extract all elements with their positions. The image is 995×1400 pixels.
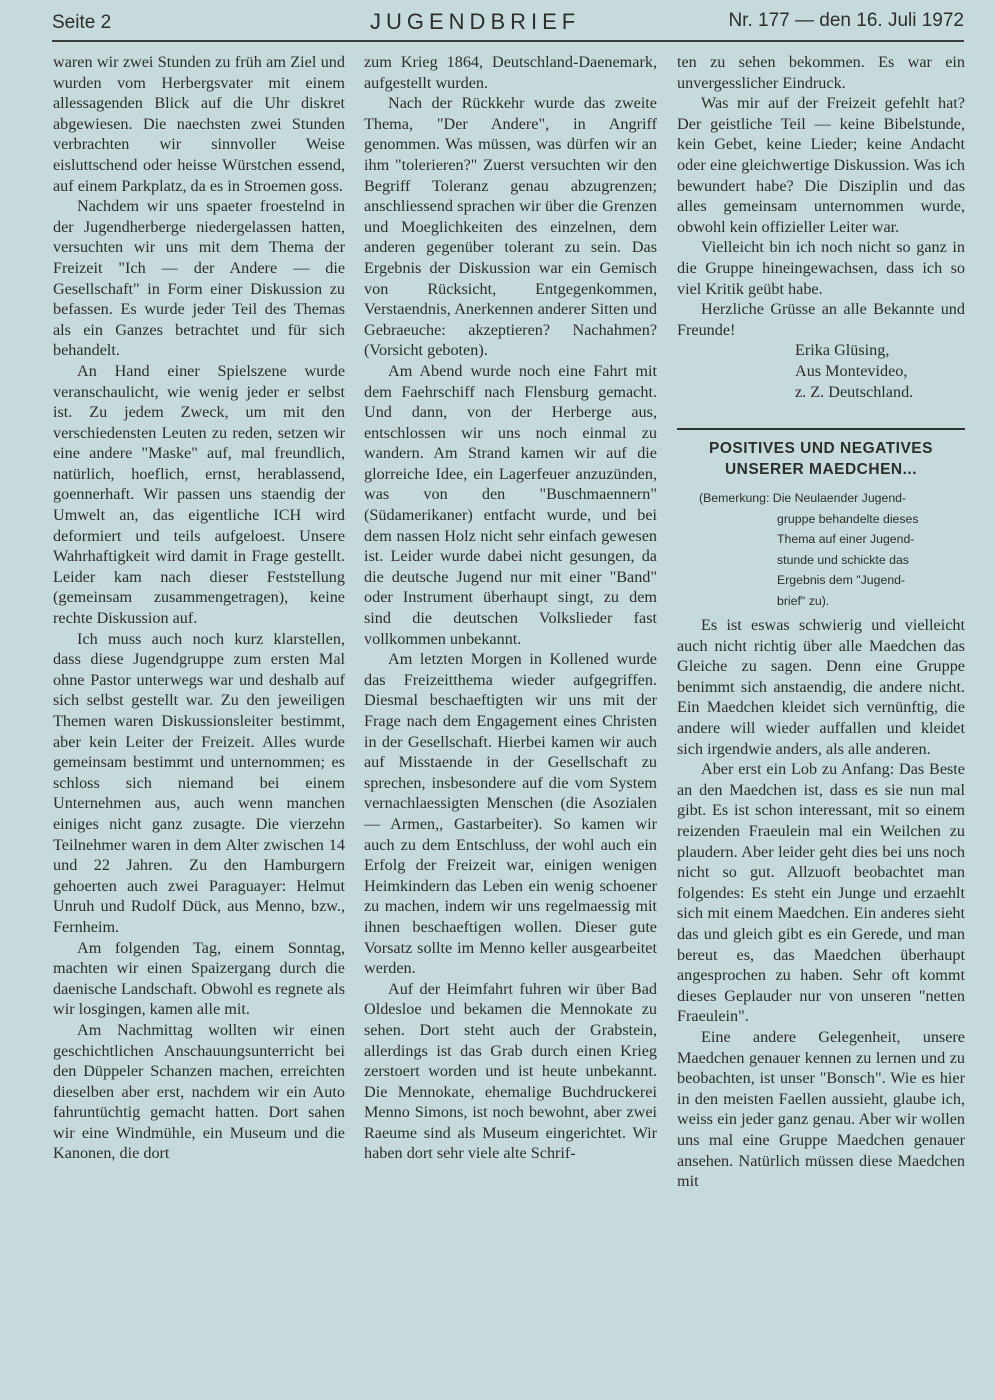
paragraph: Ich muss auch noch kurz klarstellen, dass diese Jugendgruppe zum ersten Mal ohne Pastor unterwegs war und deshalb auf sich selbst gestellt war. Zu den jeweiligen Themen waren Diskussionsleiter bestimmt, aber kein Leiter der Freizeit. Alles wurde gemeinsam bestimmt und unternommen; es schloss sich niemand bei einem Unternehmen aus, auch wenn manchen einiges nicht ganz zusagte. Die vierzehn Teilnehmer waren in dem Alter zwischen 14 und 22 Jahren. Zu den Hamburgern gehoerten auch zwei Paraguayer: Helmut Unruh und Rudolf Dück, aus Menno, bzw., Fernheim. bbox=[53, 629, 345, 936]
paragraph: Am letzten Morgen in Kollened wurde das Freizeitthema wieder aufgegriffen. Diesmal beschaeftigten wir uns mit der Frage nach dem Engagement eines Christen in der Gesellschaft. Hierbei kamen wir auch auf Misstaende in der Gesellschaft zu sprechen, insbesondere auf die vom System vernachlaessigten Menschen (die Asozialen — Armen,, Gastarbeiter). So kamen wir auch zu dem Entschluss, der wohl auch ein Erfolg der Freizeit war, einigen wenigen Heimkindern das Leben ein wenig schoener zu machen, indem wir uns regelmaessig mit ihnen beschaeftigen wollen. Dieser gute Vorsatz sollte im Menno keller ausgearbeitet werden. bbox=[364, 650, 657, 978]
paragraph: An Hand einer Spielszene wurde veranschaulicht, wie wenig jeder er selbst ist. Zu jedem Zweck, um mit den verschiedensten Leuten zu reden, setzen wir eine andere "Maske" auf, mal freundlich, natürlich, hoeflich, ernst, herablassend, goennerhaft. Wir passen uns staendig der Umwelt an, das eigentliche ICH wird deformiert und teils aufgeloest. Unsere Wahrhaftigkeit wird damit in Frage gestellt. Leider kam nach dieser Feststellung (gemeinsam zusammengetragen), keine rechte Diskussion auf. bbox=[53, 361, 345, 628]
paragraph: Herzliche Grüsse an alle Bekannte und Freunde! bbox=[677, 300, 965, 339]
page-header bbox=[52, 6, 964, 42]
paragraph: Nachdem wir uns spaeter froestelnd in der Jugendherberge niedergelassen hatten, versuchten wir uns mit dem Thema der Freizeit "Ich — der Andere — die Gesellschaft" in Form einer Diskussion zu befassen. Es wurde jeder Teil des Themas als ein Ganzes betrachtet und für sich behandelt. bbox=[53, 197, 345, 360]
paragraph: ten zu sehen bekommen. Es war ein unvergesslicher Eindruck. bbox=[677, 53, 965, 92]
column-middle bbox=[364, 52, 657, 1164]
signature-block bbox=[677, 340, 965, 402]
page-number: Seite 2 bbox=[52, 12, 112, 33]
note-line: Ergebnis dem "Jugend- bbox=[777, 573, 906, 588]
paragraph: Was mir auf der Freizeit gefehlt hat? Der geistliche Teil — keine Bibelstunde, kein Gebet, keine Lieder; keine Andacht oder eine gleichwertige Diskussion. Was ich bewundert habe? Die Disziplin und das alles gemeinsam unternommen wurde, obwohl kein offizieller Leiter war. bbox=[677, 94, 965, 236]
article-headline bbox=[677, 438, 965, 480]
paragraph: Auf der Heimfahrt fuhren wir über Bad Oldesloe und bekamen die Mennokate zu sehen. Dort steht auch der Grabstein, allerdings ist das Grab durch einen Krieg zerstoert worden und ist heute unbekannt. Die Mennokate, ehemalige Buchdruckerei Menno Simons, ist noch bewohnt, aber zwei Raeume sind als Museum eingerichtet. Wir haben dort sehr viele alte Schrif- bbox=[364, 979, 657, 1163]
paragraph: waren wir zwei Stunden zu früh am Ziel und wurden vom Herbergsvater mit einem allessagenden Blick auf die Uhr diskret abgewiesen. Die naechsten zwei Stunden verbrachten wir sinnvoller Weise eisluttschend oder heisse Würstchen essend, auf einem Parkplatz, da es in Stroemen goss. bbox=[53, 53, 345, 195]
editor-note bbox=[677, 488, 965, 611]
column-left bbox=[53, 52, 345, 1164]
signature-name: Erika Glüsing, bbox=[795, 341, 890, 360]
headline-line: UNSERER MAEDCHEN... bbox=[724, 461, 918, 479]
headline-line: POSITIVES UND NEGATIVES bbox=[709, 440, 933, 458]
note-line: stunde und schickte das bbox=[777, 552, 909, 567]
paragraph: Aber erst ein Lob zu Anfang: Das Beste an den Maedchen ist, dass es sie nun mal gibt. Es ist schon interessant, mit so einem reizenden Fraeulein mal ein Weilchen zu plaudern. Aber leider geht dies bei uns noch nicht so gut. Allzuoft beobachtet man folgendes: Es steht ein Junge und erzaehlt sich mit einem Maedchen. Ein anderes sieht das und gleich gibt es ein Gerede, und man bereut es, das Maedchen überhaupt angesprochen zu haben. Sehr oft kommt dieses Geplauder nur von unseren "netten Fraeulein". bbox=[677, 760, 965, 1026]
paragraph: Am Abend wurde noch eine Fahrt mit dem Faehrschiff nach Flensburg gemacht. Und dann, von der Herberge aus, entschlossen wir uns noch einmal zu wandern. Am Strand kamen wir auf die glorreiche Idee, ein Lagerfeuer anzuzünden, was von den "Buschmaennern" (Südamerikaner) entfacht wurde, und bei dem nassen Holz nicht sehr einfach gewesen ist. Leider wurde dabei nicht gesungen, da die deutsche Jugend nur mit einer "Band" oder Instrument überhaupt singt, zu dem sind die deutschen Volkslieder fast vollkommen unbekannt. bbox=[364, 361, 657, 648]
paragraph: Am folgenden Tag, einem Sonntag, machten wir einen Spaizergang durch die daenische Landschaft. Obwohl es regnete als wir losgingen, kamen alle mit. bbox=[53, 938, 345, 1019]
paragraph: Vielleicht bin ich noch nicht so ganz in die Gruppe hineingewachsen, dass ich so viel Kritik geübt habe. bbox=[677, 238, 965, 298]
note-line: Thema auf einer Jugend- bbox=[777, 532, 915, 547]
issue-date: Nr. 177 — den 16. Juli 1972 bbox=[728, 10, 964, 31]
paragraph: Nach der Rückkehr wurde das zweite Thema, "Der Andere", in Angriff genommen. Was müssen, was dürfen wir an ihm "tolerieren?" Zuerst versuchten wir den Begriff Toleranz genau abzugrenzen; anschliessend sprachen wir über die Grenzen und Moeglichkeiten des einzelnen, dem anderen gegenüber tolerant zu sein. Das Ergebnis der Diskussion war ein Gemisch von Rücksicht, Entgegenkommen, Verstaendnis, Anerkennen anderer Sitten und Gebraeuche: akzeptieren? Nachahmen? (Vorsicht geboten). bbox=[364, 94, 657, 360]
note-line: brief" zu). bbox=[777, 593, 830, 608]
paragraph: zum Krieg 1864, Deutschland-Daenemark, aufgestellt wurden. bbox=[364, 53, 657, 92]
paragraph: Es ist eswas schwierig und vielleicht auch nicht richtig über alle Maedchen das Gleiche zu sagen. Denn eine Gruppe benimmt sich anstaendig, die andere nicht. Ein Maedchen kleidet sich vernünftig, die andere will wieder auffallen und kleidet sich irgendwie anders, als alle anderen. bbox=[677, 616, 965, 758]
paragraph: Eine andere Gelegenheit, unsere Maedchen genauer kennen zu lernen und zu beobachten, ist unser "Bonsch". Wie es hier in den meisten Faellen aussieht, glaube ich, weiss ein jeder ganz genau. Aber wir wollen uns mal eine Gruppe Maedchen genauer ansehen. Natürlich müssen diese Maedchen mit bbox=[677, 1027, 965, 1191]
note-line: (Bemerkung: Die Neulaender Jugend- bbox=[699, 491, 907, 506]
signature-origin: Aus Montevideo, bbox=[795, 361, 908, 380]
column-right bbox=[677, 52, 965, 1192]
note-line: gruppe behandelte dieses bbox=[777, 511, 919, 526]
signature-location: z. Z. Deutschland. bbox=[795, 382, 914, 401]
section-divider bbox=[677, 428, 965, 430]
paragraph: Am Nachmittag wollten wir einen geschichtlichen Anschauungsunterricht bei den Düppeler Schanzen machen, erreichten dieselben aber erst, nachdem wir ein Auto fahruntüchtig gemacht hatten. Dort sahen wir eine Windmühle, ein Museum und die Kanonen, die dort bbox=[53, 1020, 345, 1163]
newspaper-title: JUGENDBRIEF bbox=[370, 9, 581, 34]
